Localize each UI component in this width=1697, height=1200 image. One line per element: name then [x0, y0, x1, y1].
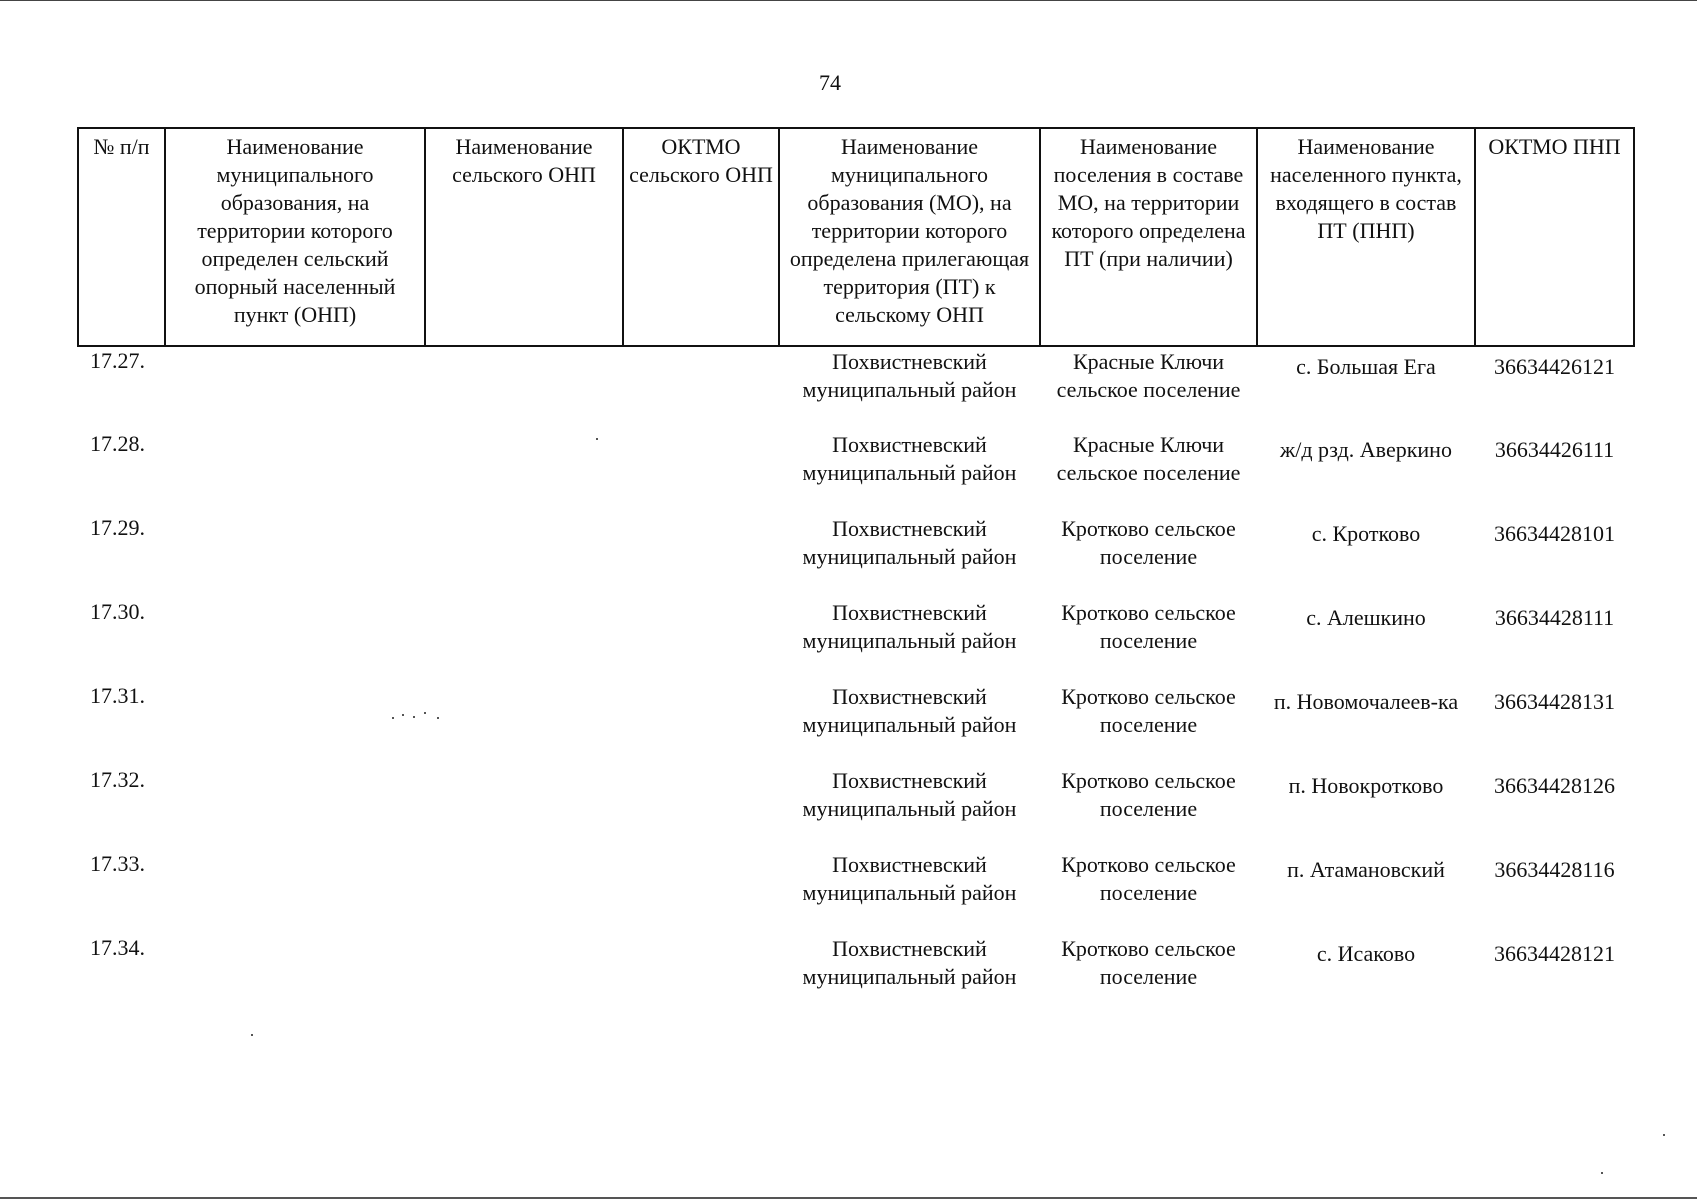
- row-onp-oktmo: [623, 514, 779, 598]
- row-pnp-name: п. Новокротково: [1288, 773, 1444, 798]
- row-num: 17.29.: [90, 515, 145, 540]
- row-pt-settlement: Красные Ключи сельское поселение: [1056, 349, 1241, 402]
- header-onp-oktmo: ОКТМО сельского ОНП: [623, 128, 779, 346]
- scan-speck: [251, 1034, 253, 1036]
- row-onp-name: [425, 766, 623, 850]
- row-num: 17.31.: [90, 683, 145, 708]
- row-pt-municipality: Похвистневский муниципальный район: [802, 936, 1017, 989]
- row-num: 17.32.: [90, 767, 145, 792]
- row-pt-municipality: Похвистневский муниципальный район: [802, 349, 1017, 402]
- row-pt-settlement: Кротково сельское поселение: [1061, 936, 1236, 989]
- row-pnp-oktmo: 36634428111: [1494, 605, 1615, 630]
- row-num: 17.33.: [90, 851, 145, 876]
- row-onp-oktmo: [623, 850, 779, 934]
- row-onp-oktmo: [623, 682, 779, 766]
- row-onp-municipality: [165, 598, 425, 682]
- row-pnp-name: с. Кротково: [1311, 521, 1421, 546]
- row-onp-municipality: [165, 514, 425, 598]
- header-onp-name: Наименование сельского ОНП: [425, 128, 623, 346]
- row-pt-municipality: Похвистневский муниципальный район: [802, 852, 1017, 905]
- row-pt-municipality: Похвистневский муниципальный район: [802, 432, 1017, 485]
- table-row: [78, 346, 1634, 430]
- row-onp-municipality: [165, 766, 425, 850]
- scan-speck: [596, 438, 598, 440]
- row-onp-municipality: [165, 934, 425, 1018]
- row-onp-oktmo: [623, 430, 779, 514]
- row-num: 17.28.: [90, 431, 145, 456]
- row-onp-municipality: [165, 346, 425, 430]
- row-pnp-name: ж/д рзд. Аверкино: [1280, 437, 1452, 462]
- row-onp-oktmo: [623, 346, 779, 430]
- row-pnp-oktmo: 36634428131: [1494, 689, 1615, 714]
- row-pnp-name: с. Большая Ега: [1296, 354, 1436, 379]
- row-onp-oktmo: [623, 598, 779, 682]
- row-onp-name: [425, 430, 623, 514]
- header-pnp-name: Наименование населенного пункта, входящего в состав ПТ (ПНП): [1257, 128, 1475, 346]
- scan-speck: [424, 712, 426, 714]
- row-num: 17.34.: [90, 935, 145, 960]
- row-pnp-name: с. Исаково: [1316, 941, 1416, 966]
- row-onp-name: [425, 514, 623, 598]
- header-onp-municipality: Наименование муниципального образования, на территории которого определен сельский опорный населенный пункт (ОНП): [165, 128, 425, 346]
- scan-speck: [1601, 1172, 1603, 1174]
- table-row: [78, 514, 1634, 598]
- row-pt-municipality: Похвистневский муниципальный район: [802, 684, 1017, 737]
- header-pnp-oktmo: ОКТМО ПНП: [1475, 128, 1634, 346]
- scan-speck: [1663, 1134, 1665, 1136]
- row-pt-settlement: Кротково сельское поселение: [1061, 852, 1236, 905]
- row-pt-municipality: Похвистневский муниципальный район: [802, 516, 1017, 569]
- row-pt-settlement: Красные Ключи сельское поселение: [1056, 432, 1241, 485]
- row-onp-municipality: [165, 430, 425, 514]
- header-pt-settlement: Наименование поселения в составе МО, на территории которого определена ПТ (при наличии): [1040, 128, 1257, 346]
- row-num: 17.30.: [90, 599, 145, 624]
- row-pt-settlement: Кротково сельское поселение: [1061, 684, 1236, 737]
- row-pnp-name: п. Атамановский: [1287, 857, 1445, 882]
- page-number: 74: [819, 70, 841, 95]
- row-pnp-name: с. Алешкино: [1306, 605, 1426, 630]
- row-pt-municipality: Похвистневский муниципальный район: [802, 600, 1017, 653]
- row-pt-settlement: Кротково сельское поселение: [1061, 768, 1236, 821]
- row-pt-settlement: Кротково сельское поселение: [1061, 600, 1236, 653]
- scan-speck: [392, 717, 394, 719]
- row-pnp-oktmo: 36634428101: [1494, 521, 1615, 546]
- scan-edge-top: [0, 0, 1697, 1]
- row-onp-oktmo: [623, 934, 779, 1018]
- row-pt-settlement: Кротково сельское поселение: [1061, 516, 1236, 569]
- row-onp-name: [425, 346, 623, 430]
- row-pnp-oktmo: 36634428121: [1494, 941, 1615, 966]
- table-row: [78, 766, 1634, 850]
- table-row: [78, 850, 1634, 934]
- row-pnp-oktmo: 36634428116: [1494, 857, 1615, 882]
- oktmo-table: [77, 127, 1635, 1018]
- scan-speck: [402, 714, 404, 716]
- scan-edge-bottom: [0, 1197, 1697, 1199]
- row-onp-name: [425, 598, 623, 682]
- row-pt-municipality: Похвистневский муниципальный район: [802, 768, 1017, 821]
- scan-speck: [413, 716, 415, 718]
- row-pnp-oktmo: 36634426111: [1494, 437, 1615, 462]
- row-num: 17.27.: [90, 348, 145, 373]
- header-pt-municipality: Наименование муниципального образования (МО), на территории которого определена прилегающая территория (ПТ) к сельскому ОНП: [779, 128, 1040, 346]
- table-header-row: [78, 128, 1634, 346]
- row-onp-municipality: [165, 850, 425, 934]
- row-onp-name: [425, 682, 623, 766]
- table-row: [78, 934, 1634, 1018]
- row-pnp-name: п. Новомочалеев-ка: [1273, 689, 1459, 714]
- table-row: [78, 598, 1634, 682]
- scan-speck: [437, 717, 439, 719]
- table-body: [78, 346, 1634, 1018]
- row-onp-municipality: [165, 682, 425, 766]
- row-onp-name: [425, 850, 623, 934]
- row-onp-name: [425, 934, 623, 1018]
- table-row: [78, 682, 1634, 766]
- row-pnp-oktmo: 36634428126: [1494, 773, 1615, 798]
- table-row: [78, 430, 1634, 514]
- header-num: № п/п: [78, 128, 165, 346]
- row-onp-oktmo: [623, 766, 779, 850]
- row-pnp-oktmo: 36634426121: [1494, 354, 1615, 379]
